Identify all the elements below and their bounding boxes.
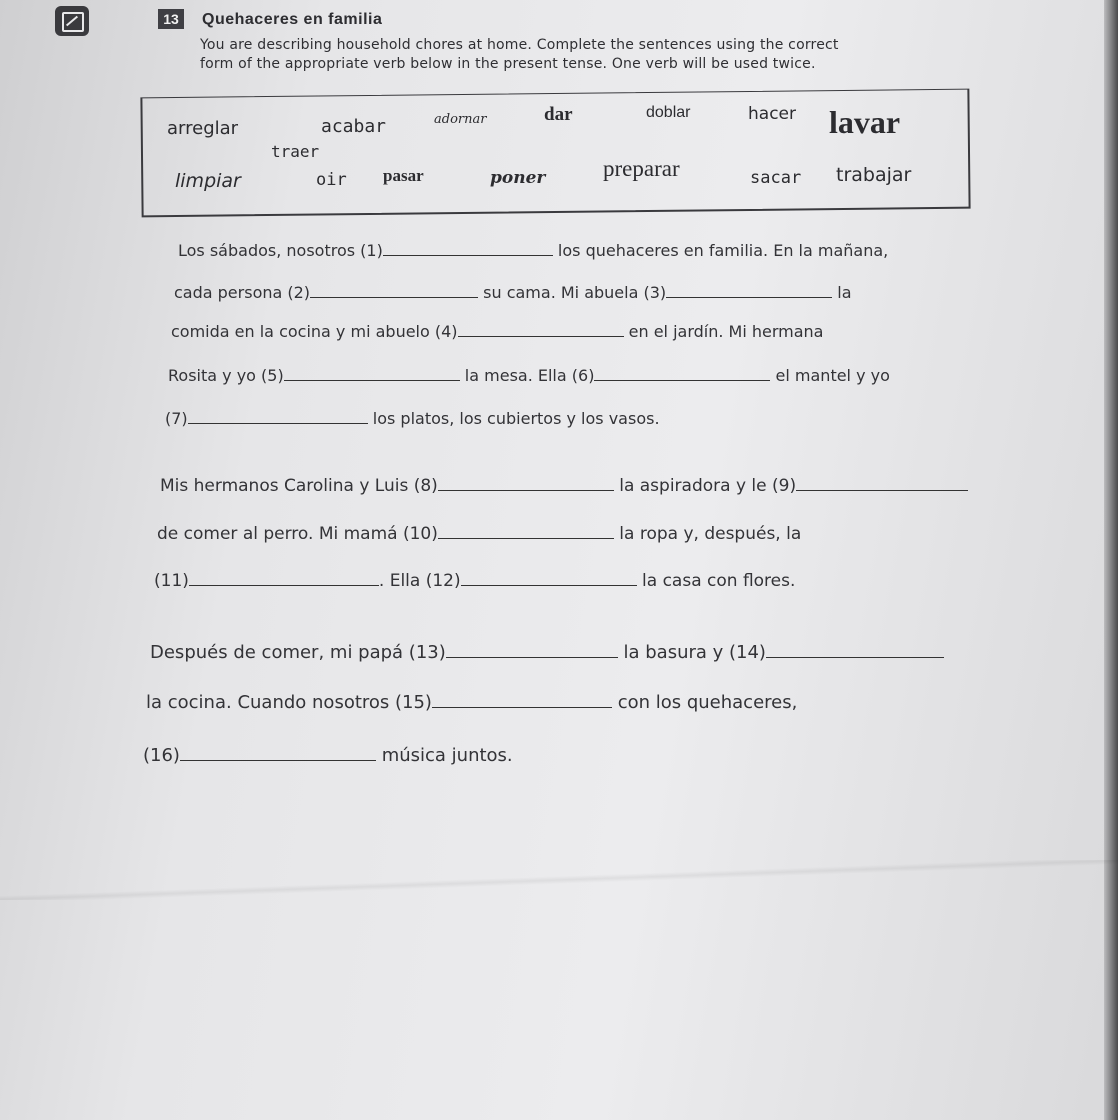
word-bank-item: trabajar (836, 164, 912, 186)
answer-blank[interactable] (461, 584, 637, 586)
sentence-line-6: Mis hermanos Carolina y Luis (8) la aspiradora y le (9) (160, 476, 968, 496)
sentence-line-8: (11) . Ella (12) la casa con flores. (154, 571, 796, 591)
answer-blank[interactable] (284, 379, 460, 381)
answer-blank[interactable] (432, 706, 612, 708)
answer-blank[interactable] (438, 537, 614, 539)
word-bank-item: adornar (434, 112, 487, 127)
sentence-line-1: Los sábados, nosotros (1) los quehaceres en familia. En la mañana, (178, 241, 889, 260)
exercise-title: Quehaceres en familia (202, 11, 383, 28)
answer-blank[interactable] (189, 584, 379, 586)
answer-blank[interactable] (310, 296, 478, 298)
word-bank-item: pasar (383, 166, 424, 185)
sentence-line-7: de comer al perro. Mi mamá (10) la ropa y, después, la (157, 524, 802, 544)
sentence-line-4: Rosita y yo (5) la mesa. Ella (6) el mantel y yo (168, 366, 890, 385)
page-edge-shadow (1104, 0, 1118, 1120)
answer-blank[interactable] (446, 656, 618, 658)
word-bank-item: preparar (603, 156, 680, 181)
word-bank-item: sacar (750, 168, 802, 188)
sentence-line-3: comida en la cocina y mi abuelo (4) en el jardín. Mi hermana (171, 322, 824, 341)
answer-blank[interactable] (383, 254, 553, 256)
sentence-line-2: cada persona (2) su cama. Mi abuela (3) la (174, 283, 852, 302)
answer-blank[interactable] (796, 489, 968, 491)
sentence-line-11: (16) música juntos. (143, 745, 513, 766)
word-bank-item: arreglar (167, 118, 239, 139)
instructions-line-1: You are describing household chores at home. Complete the sentences using the correct (200, 37, 839, 53)
word-bank-item: acabar (321, 116, 387, 137)
answer-blank[interactable] (188, 422, 368, 424)
answer-blank[interactable] (180, 759, 376, 761)
word-bank-item: doblar (646, 104, 691, 121)
word-bank-item: limpiar (175, 170, 241, 192)
answer-blank[interactable] (766, 656, 944, 658)
word-bank-item: poner (490, 168, 546, 188)
word-bank-item: traer (271, 142, 320, 161)
answer-blank[interactable] (438, 489, 614, 491)
exercise-number: 13 (158, 9, 184, 29)
sentence-line-10: la cocina. Cuando nosotros (15) con los quehaceres, (146, 692, 798, 713)
word-bank-item: dar (544, 104, 573, 125)
sentence-line-9: Después de comer, mi papá (13) la basura y (14) (150, 642, 944, 663)
word-bank-item: oir (316, 170, 347, 190)
sentence-line-5: (7) los platos, los cubiertos y los vasos. (165, 409, 660, 428)
instructions-line-2: form of the appropriate verb below in the present tense. One verb will be used twice. (200, 56, 816, 72)
word-bank-item: hacer (748, 104, 796, 124)
answer-blank[interactable] (666, 296, 832, 298)
answer-blank[interactable] (594, 379, 770, 381)
word-bank-item: lavar (829, 104, 901, 140)
answer-blank[interactable] (458, 335, 624, 337)
paper-fold (0, 860, 1118, 900)
pencil-icon (55, 6, 89, 36)
